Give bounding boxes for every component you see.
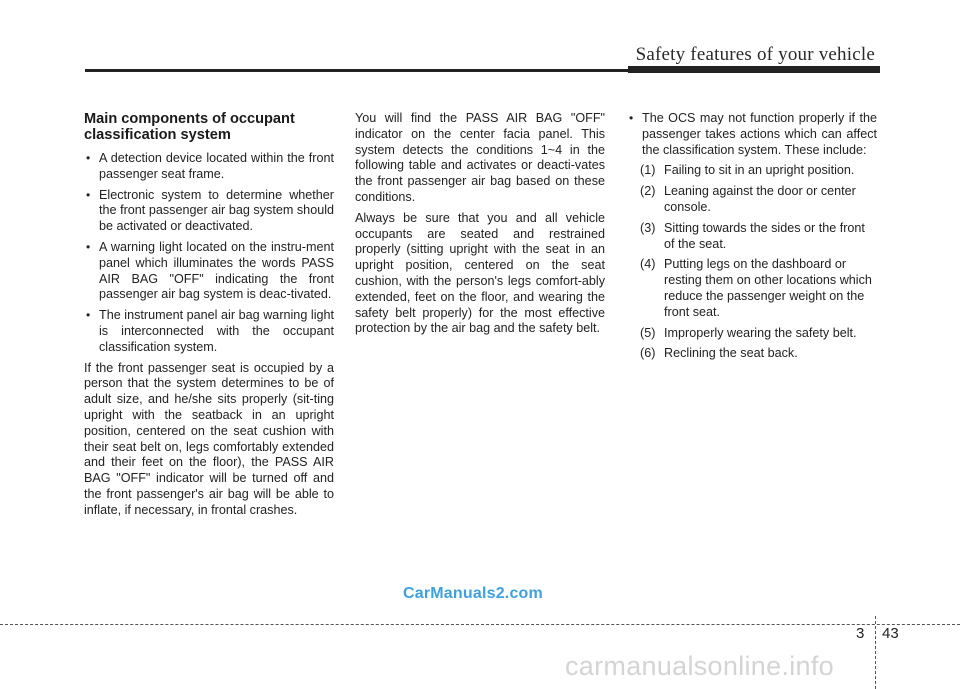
bullet-item [627, 111, 877, 158]
section-heading-line1: Main components of occupant [84, 111, 295, 127]
list-item-number: (6) [640, 346, 656, 361]
bullet-text: Electronic system to determine whether the front passenger air bag system should be activated or deactivated. [99, 187, 334, 234]
bullet-text: The instrument panel air bag warning light is interconnected with the occupant classification system. [99, 308, 334, 354]
bullet-dot: • [86, 239, 91, 254]
header-rule [85, 69, 880, 72]
section-heading [84, 111, 334, 143]
bullet-item [84, 151, 334, 183]
bullet-item [84, 240, 334, 303]
body-paragraph: If the front passenger seat is occupied by a person that the system determines to be of adult size, and he/she sits properly (sit-ting upright with the seatback in an upright position, centered on the seat cushion with their seat belt on, legs comfortably extended and their feet on the floor), the PASS AIR BAG "OFF" indicator will be turned off and the front passenger's air bag will be able to inflate, if necessary, in frontal crashes. [84, 360, 334, 517]
list-item [640, 257, 877, 320]
list-item-number: (4) [640, 257, 656, 272]
list-item-text: Reclining the seat back. [664, 346, 798, 361]
bullet-dot: • [86, 151, 91, 165]
list-item-text: Leaning against the door or center console. [664, 184, 856, 214]
bullet-text: A detection device located within the front passenger seat frame. [99, 151, 334, 181]
bullet-item [84, 188, 334, 235]
page-number: 43 [882, 625, 899, 642]
bullet-dot: • [86, 187, 91, 202]
watermark-carmanuals2: CarManuals2.com [403, 585, 543, 602]
footer-dashed-rule [0, 624, 960, 625]
bullet-dot: • [86, 308, 91, 323]
body-paragraph: Always be sure that you and all vehicle occupants are seated and restrained properly (sitting upright with the seat in an upright position, centered on the seat cushion, with the person's legs comfort-ably extended, feet on the floor, and wearing the safety belt properly) for the most effective protection by the air bag and the safety belt. [355, 210, 605, 336]
list-item [640, 184, 877, 216]
column-3 [627, 111, 877, 367]
list-item-text: Sitting towards the sides or the front of the seat. [664, 220, 865, 251]
list-item [640, 221, 877, 253]
column-1 [84, 111, 334, 524]
list-item-number: (2) [640, 184, 656, 199]
bullet-dot: • [629, 111, 634, 125]
list-item [640, 163, 877, 179]
list-item-text: Putting legs on the dashboard or resting them on other locations which reduce the passenger weight on the front seat. [664, 257, 872, 319]
column-2 [355, 111, 605, 342]
bullet-item [84, 308, 334, 355]
numbered-list [640, 163, 877, 362]
section-heading-line2: classification system [84, 127, 231, 143]
list-item-number: (3) [640, 220, 656, 235]
list-item-number: (1) [640, 163, 656, 178]
page-header-title: Safety features of your vehicle [635, 44, 875, 65]
bullet-text: A warning light located on the instru-ment panel which illuminates the words PASS AIR BAG "OFF" indicating the front passenger air bag system is deac-tivated. [99, 239, 334, 302]
body-paragraph: You will find the PASS AIR BAG "OFF" indicator on the center facia panel. This system detects the conditions 1~4 in the following table and activates or deacti-vates the front passenger air bag based on these conditions. [355, 111, 605, 204]
watermark-carmanualsonline: carmanualsonline.info [565, 651, 834, 681]
footer-dashed-divider [875, 616, 876, 689]
list-item [640, 326, 877, 342]
list-item [640, 346, 877, 362]
chapter-number: 3 [856, 625, 865, 642]
bullet-text: The OCS may not function properly if the passenger takes actions which can affect the classification system. These include: [642, 111, 877, 157]
list-item-text: Improperly wearing the safety belt. [664, 325, 857, 340]
list-item-text: Failing to sit in an upright position. [664, 163, 855, 178]
list-item-number: (5) [640, 325, 656, 340]
